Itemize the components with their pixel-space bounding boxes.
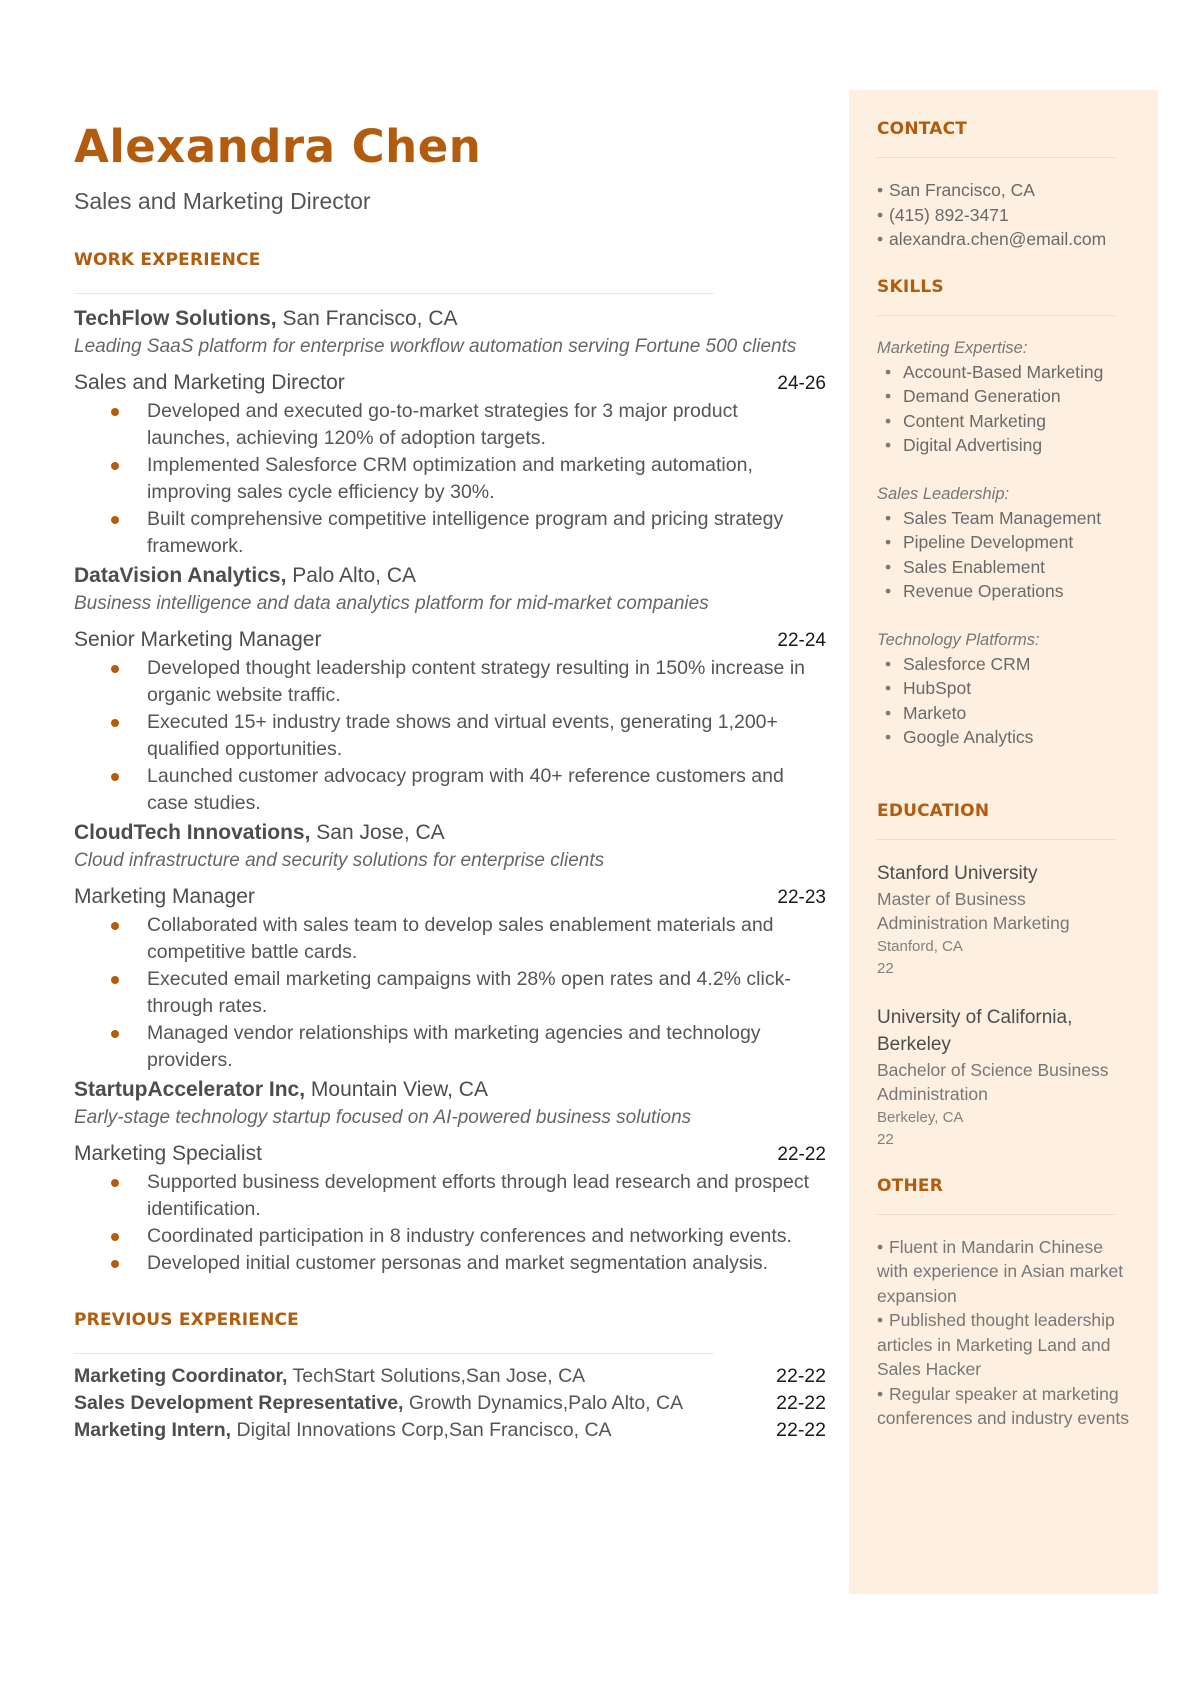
education-school: University of California, Berkeley: [877, 1006, 1073, 1055]
previous-role-dates: 22-22: [776, 1365, 826, 1387]
bullet-dot-icon: [111, 1179, 119, 1187]
achievement-text: Built comprehensive competitive intelligence program and pricing strategy framework.: [147, 508, 784, 557]
skill-group: [877, 628, 1132, 750]
job-entry: [74, 819, 826, 1074]
skill-group: [877, 482, 1132, 604]
sidebar-content: [877, 118, 1132, 1431]
company-location: San Francisco, CA: [276, 307, 458, 330]
achievement-text: Coordinated participation in 8 industry conferences and networking events.: [147, 1225, 792, 1247]
bullet-icon: •: [885, 727, 892, 747]
achievement-text: Launched customer advocacy program with 40+ reference customers and case studies.: [147, 765, 784, 814]
achievement-item: [147, 506, 826, 560]
bullet-icon: •: [885, 702, 892, 723]
bullet-icon: •: [877, 1236, 884, 1257]
role-dates: 22-23: [777, 887, 826, 908]
education-year: 22: [877, 1130, 894, 1148]
bullet-dot-icon: [111, 1260, 119, 1268]
skill-list: [877, 360, 1132, 458]
bullet-icon: •: [877, 1310, 884, 1330]
bullet-icon: •: [885, 361, 892, 382]
achievement-item: [147, 398, 826, 452]
role-row: [74, 626, 826, 655]
role-dates: 22-22: [777, 1144, 826, 1165]
bullet-dot-icon: [111, 976, 119, 984]
skill-item: • Pipeline Development: [877, 530, 1132, 555]
company-name: StartupAccelerator Inc,: [74, 1078, 306, 1101]
skill-item: • Sales Enablement: [877, 555, 1132, 580]
education-degree: Master of Business Administration Marketing: [877, 888, 1070, 933]
candidate-name: Alexandra Chen: [74, 120, 482, 173]
company-location: Palo Alto, CA: [286, 564, 416, 587]
bullet-dot-icon: [111, 1233, 119, 1241]
achievement-list: [74, 655, 826, 817]
skills-heading: SKILLS: [877, 276, 944, 297]
company-line: [74, 562, 826, 590]
bullet-dot-icon: [111, 773, 119, 781]
section-divider: [74, 1353, 714, 1354]
other-heading: OTHER: [877, 1175, 943, 1196]
education-degree: Bachelor of Science Business Administration: [877, 1059, 1109, 1104]
achievement-list: [74, 912, 826, 1074]
achievement-item: [147, 763, 826, 817]
skill-group-label: Sales Leadership:: [877, 484, 1010, 503]
role-row: [74, 369, 826, 398]
main-column: [74, 116, 826, 1444]
role-title: Sales and Marketing Director: [74, 371, 345, 394]
company-description: Leading SaaS platform for enterprise workflow automation serving Fortune 500 clients: [74, 336, 797, 357]
company-name: CloudTech Innovations,: [74, 821, 311, 844]
skill-group: [877, 336, 1132, 458]
bullet-dot-icon: [111, 516, 119, 524]
bullet-dot-icon: [111, 922, 119, 930]
skill-item: • Marketo: [877, 701, 1132, 726]
achievement-list: [74, 1169, 826, 1277]
contact-phone: • (415) 892-3471: [877, 203, 1132, 228]
achievement-text: Collaborated with sales team to develop sales enablement materials and competitive battle cards.: [147, 914, 774, 963]
previous-role-dates: 22-22: [776, 1419, 826, 1441]
skill-item: • Revenue Operations: [877, 579, 1132, 604]
achievement-list: [74, 398, 826, 560]
previous-experience-heading: PREVIOUS EXPERIENCE: [74, 1310, 299, 1330]
education-entry: [877, 1004, 1132, 1151]
education-year: 22: [877, 959, 894, 977]
previous-role-dates: 22-22: [776, 1392, 826, 1414]
role-title: Marketing Specialist: [74, 1142, 262, 1165]
achievement-text: Managed vendor relationships with marketing agencies and technology providers.: [147, 1022, 761, 1071]
section-divider: [877, 1214, 1115, 1215]
bullet-icon: •: [885, 507, 892, 528]
skill-item: • Salesforce CRM: [877, 652, 1132, 677]
bullet-dot-icon: [111, 462, 119, 470]
section-divider: [877, 157, 1115, 158]
achievement-item: [147, 709, 826, 763]
bullet-dot-icon: [111, 408, 119, 416]
previous-role-row: [74, 1363, 826, 1390]
other-item: • Published thought leadership articles in Marketing Land and Sales Hacker: [877, 1310, 1115, 1379]
skill-item: • Google Analytics: [877, 725, 1132, 750]
achievement-item: [147, 966, 826, 1020]
company-line: [74, 819, 826, 847]
previous-role-title: Marketing Coordinator,: [74, 1365, 288, 1387]
bullet-icon: •: [885, 532, 892, 552]
role-row: [74, 1140, 826, 1169]
skill-item: • Digital Advertising: [877, 433, 1132, 458]
bullet-dot-icon: [111, 1030, 119, 1038]
skill-item: • Content Marketing: [877, 409, 1132, 434]
role-dates: 24-26: [777, 373, 826, 394]
achievement-item: [147, 1020, 826, 1074]
previous-role-org: Growth Dynamics,Palo Alto, CA: [403, 1392, 684, 1414]
contact-list: [877, 178, 1132, 252]
other-item: • Fluent in Mandarin Chinese with experience in Asian market expansion: [877, 1236, 1124, 1306]
contact-heading: CONTACT: [877, 119, 968, 139]
skill-item: • Demand Generation: [877, 384, 1132, 409]
other-item: • Regular speaker at marketing conferences and industry events: [877, 1383, 1129, 1428]
previous-experience-list: [74, 1363, 826, 1444]
contact-email[interactable]: • alexandra.chen@email.com: [877, 227, 1132, 252]
company-description: Cloud infrastructure and security solutions for enterprise clients: [74, 850, 605, 871]
bullet-icon: •: [877, 204, 884, 225]
education-school: Stanford University: [877, 862, 1038, 884]
education-entry: [877, 860, 1132, 980]
bullet-icon: •: [885, 653, 892, 674]
bullet-icon: •: [885, 386, 892, 406]
company-location: San Jose, CA: [310, 821, 445, 844]
company-line: [74, 1076, 826, 1104]
bullet-dot-icon: [111, 719, 119, 727]
company-line: [74, 305, 826, 333]
job-entry: [74, 562, 826, 817]
role-row: [74, 883, 826, 912]
skill-item: • HubSpot: [877, 676, 1132, 701]
company-name: TechFlow Solutions,: [74, 307, 277, 330]
contact-location: • San Francisco, CA: [877, 178, 1132, 203]
achievement-text: Implemented Salesforce CRM optimization and marketing automation, improving sales cycle efficiency by 30%.: [147, 454, 753, 503]
achievement-item: [147, 1169, 826, 1223]
previous-role-row: [74, 1417, 826, 1444]
company-name: DataVision Analytics,: [74, 564, 287, 587]
achievement-text: Executed email marketing campaigns with 28% open rates and 4.2% click-through rates.: [147, 968, 791, 1017]
achievement-text: Executed 15+ industry trade shows and virtual events, generating 1,200+ qualified opportunities.: [147, 711, 778, 760]
other-list: [877, 1235, 1132, 1431]
previous-role-title: Marketing Intern,: [74, 1419, 232, 1441]
achievement-text: Developed and executed go-to-market strategies for 3 major product launches, achieving 120% of adoption targets.: [147, 400, 738, 449]
bullet-icon: •: [877, 229, 884, 249]
candidate-headline: Sales and Marketing Director: [74, 188, 371, 214]
jobs-list: [74, 305, 826, 1277]
work-experience-heading: WORK EXPERIENCE: [74, 250, 261, 270]
bullet-dot-icon: [111, 665, 119, 673]
previous-role-title: Sales Development Representative,: [74, 1392, 404, 1414]
bullet-icon: •: [885, 410, 892, 431]
skill-list: [877, 652, 1132, 750]
education-location: Berkeley, CA: [877, 1108, 964, 1126]
achievement-item: [147, 1223, 826, 1250]
achievement-item: [147, 1250, 826, 1277]
section-divider: [877, 839, 1115, 840]
role-title: Marketing Manager: [74, 885, 255, 908]
skill-group-label: Marketing Expertise:: [877, 338, 1028, 357]
previous-role-org: Digital Innovations Corp,San Francisco, CA: [231, 1419, 612, 1441]
bullet-icon: •: [885, 581, 892, 601]
bullet-icon: •: [877, 180, 884, 200]
section-divider: [74, 293, 714, 294]
role-dates: 22-24: [777, 630, 826, 651]
achievement-text: Developed thought leadership content strategy resulting in 150% increase in organic website traffic.: [147, 657, 806, 706]
bullet-icon: •: [877, 1383, 884, 1404]
education-location: Stanford, CA: [877, 937, 963, 955]
previous-role-row: [74, 1390, 826, 1417]
skill-item: • Sales Team Management: [877, 506, 1132, 531]
company-location: Mountain View, CA: [305, 1078, 488, 1101]
achievement-item: [147, 912, 826, 966]
company-description: Early-stage technology startup focused on AI-powered business solutions: [74, 1107, 692, 1128]
achievement-text: Supported business development efforts through lead research and prospect identification.: [147, 1171, 809, 1220]
skill-group-label: Technology Platforms:: [877, 630, 1040, 649]
skill-list: [877, 506, 1132, 604]
company-description: Business intelligence and data analytics platform for mid-market companies: [74, 593, 709, 614]
achievement-text: Developed initial customer personas and market segmentation analysis.: [147, 1252, 769, 1274]
bullet-icon: •: [885, 435, 892, 455]
section-divider: [877, 315, 1115, 316]
skill-item: • Account-Based Marketing: [877, 360, 1132, 385]
job-entry: [74, 1076, 826, 1277]
achievement-item: [147, 655, 826, 709]
sidebar: [849, 90, 1158, 1594]
job-entry: [74, 305, 826, 560]
education-heading: EDUCATION: [877, 800, 990, 821]
bullet-icon: •: [885, 556, 892, 577]
bullet-icon: •: [885, 678, 892, 698]
previous-role-org: TechStart Solutions,San Jose, CA: [287, 1365, 586, 1387]
achievement-item: [147, 452, 826, 506]
role-title: Senior Marketing Manager: [74, 628, 322, 651]
